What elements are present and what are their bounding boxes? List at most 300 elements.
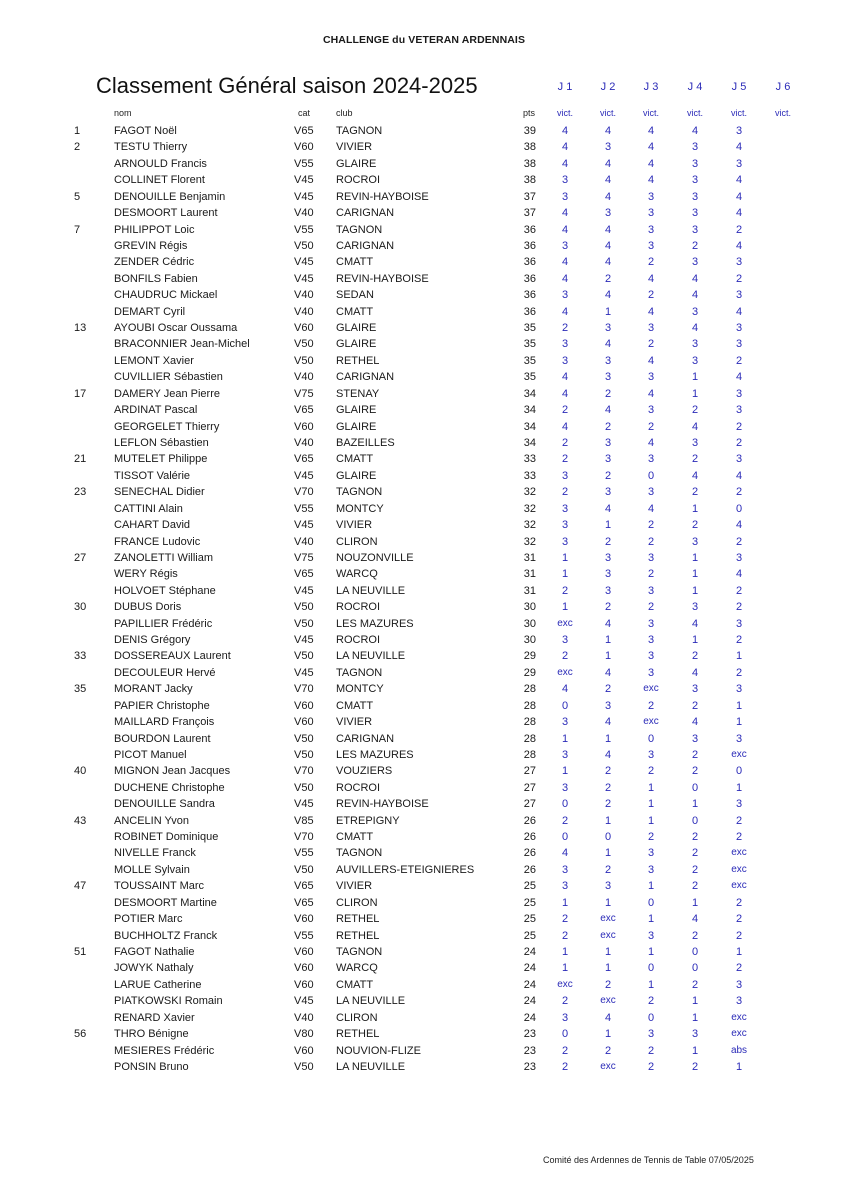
name-cell: CATTINI Alain (114, 502, 183, 515)
victories-j1-cell: 2 (561, 995, 569, 1008)
table-row (0, 1061, 848, 1077)
victories-j2-cell: 3 (604, 322, 612, 335)
table-row (0, 158, 848, 174)
victories-j1-cell: 2 (561, 436, 569, 449)
rank-cell: 35 (74, 683, 87, 696)
victories-j5-cell: exc (731, 880, 747, 892)
victories-j4-cell: 3 (691, 354, 699, 367)
table-row (0, 864, 848, 880)
victories-j3-cell: 2 (647, 289, 655, 302)
name-cell: ROBINET Dominique (114, 831, 219, 844)
category-cell: V60 (294, 913, 314, 926)
victories-j5-cell: 4 (735, 174, 743, 187)
table-row (0, 930, 848, 946)
victories-j1-cell: 2 (561, 404, 569, 417)
victories-j3-cell: 3 (647, 223, 655, 236)
category-cell: V50 (294, 338, 314, 351)
victories-j3-cell: 3 (647, 650, 655, 663)
victories-j3-cell: 3 (647, 190, 655, 203)
victories-j3-cell: 1 (647, 781, 655, 794)
victories-j3-cell: 4 (647, 305, 655, 318)
table-row (0, 191, 848, 207)
category-cell: V65 (294, 880, 314, 893)
table-row (0, 552, 848, 568)
victories-j4-cell: 1 (691, 798, 699, 811)
club-cell: ETREPIGNY (336, 814, 400, 827)
victories-j1-cell: 3 (561, 469, 569, 482)
victories-j1-cell: 3 (561, 174, 569, 187)
victories-j1-cell: exc (557, 617, 573, 629)
name-cell: FRANCE Ludovic (114, 535, 201, 548)
category-cell: V50 (294, 354, 314, 367)
category-cell: V70 (294, 486, 314, 499)
victories-j5-cell: 4 (735, 519, 743, 532)
victories-j2-cell: 1 (604, 814, 612, 827)
club-cell: LA NEUVILLE (336, 650, 406, 663)
points-cell: 35 (523, 371, 536, 384)
name-cell: JOWYK Nathaly (114, 962, 194, 975)
victories-j1-cell: 4 (561, 305, 569, 318)
table-row (0, 618, 848, 634)
victories-j5-cell: 3 (735, 798, 743, 811)
points-cell: 26 (523, 847, 536, 860)
club-cell: TAGNON (336, 223, 383, 236)
club-cell: ROCROI (336, 601, 380, 614)
table-row (0, 174, 848, 190)
table-row (0, 503, 848, 519)
victories-j2-cell: 2 (604, 1044, 612, 1057)
victories-j5-cell: 3 (735, 256, 743, 269)
victories-j5-cell: 3 (735, 683, 743, 696)
points-cell: 34 (523, 387, 536, 400)
victories-j3-cell: 3 (647, 929, 655, 942)
table-row (0, 404, 848, 420)
victories-j2-cell: 2 (604, 272, 612, 285)
rank-cell: 23 (74, 486, 87, 499)
victories-j2-cell: 4 (604, 338, 612, 351)
victories-j3-cell: 4 (647, 387, 655, 400)
victories-j5-cell: 4 (735, 469, 743, 482)
category-cell: V50 (294, 732, 314, 745)
points-cell: 34 (523, 404, 536, 417)
victories-j1-cell: 2 (561, 814, 569, 827)
top-title: CHALLENGE du VETERAN ARDENNAIS (322, 34, 526, 46)
category-cell: V45 (294, 272, 314, 285)
club-cell: ROCROI (336, 634, 380, 647)
victories-j3-cell: 1 (647, 913, 655, 926)
points-cell: 34 (523, 436, 536, 449)
victories-j5-cell: 3 (735, 157, 743, 170)
points-cell: 25 (523, 880, 536, 893)
victories-j1-cell: 3 (561, 863, 569, 876)
victories-j3-cell: 2 (647, 765, 655, 778)
victories-j4-cell: 3 (691, 683, 699, 696)
points-cell: 36 (523, 289, 536, 302)
victories-j5-cell: 2 (735, 831, 743, 844)
victories-j2-cell: 2 (604, 798, 612, 811)
victories-j2-cell: 4 (604, 190, 612, 203)
rank-cell: 21 (74, 453, 87, 466)
name-cell: FAGOT Noël (114, 125, 177, 137)
victories-j4-cell: 1 (691, 387, 699, 400)
round-header-j5: J 5 (731, 81, 747, 93)
club-cell: AUVILLERS-ETEIGNIERES (336, 863, 475, 876)
points-cell: 38 (523, 157, 536, 170)
victories-j3-cell: 3 (647, 453, 655, 466)
table-row (0, 650, 848, 666)
victories-j4-cell: 1 (691, 995, 699, 1008)
club-cell: ROCROI (336, 174, 380, 187)
name-cell: CUVILLIER Sébastien (114, 371, 223, 384)
victories-j5-cell: 1 (735, 650, 743, 663)
points-cell: 26 (523, 831, 536, 844)
victories-j2-cell: 1 (604, 305, 612, 318)
victories-j4-cell: 3 (691, 732, 699, 745)
rank-cell: 33 (74, 650, 87, 663)
victories-j4-cell: 2 (691, 650, 699, 663)
victories-j1-cell: 3 (561, 880, 569, 893)
column-header-vict-j1: vict. (556, 108, 573, 118)
points-cell: 26 (523, 814, 536, 827)
victories-j2-cell: exc (600, 929, 616, 941)
table-row (0, 338, 848, 354)
points-cell: 35 (523, 354, 536, 367)
points-cell: 36 (523, 239, 536, 252)
category-cell: V50 (294, 239, 314, 252)
victories-j4-cell: 2 (691, 929, 699, 942)
victories-j3-cell: 4 (647, 141, 655, 154)
club-cell: CARIGNAN (336, 371, 395, 384)
victories-j3-cell: 0 (647, 469, 655, 482)
name-cell: DEMART Cyril (114, 305, 186, 318)
name-cell: DESMOORT Martine (114, 896, 217, 909)
victories-j2-cell: 1 (604, 847, 612, 860)
victories-j5-cell: 2 (735, 634, 743, 647)
club-cell: REVIN-HAYBOISE (336, 190, 429, 203)
name-cell: POTIER Marc (114, 913, 183, 926)
name-cell: ARDINAT Pascal (114, 404, 198, 417)
victories-j4-cell: 4 (691, 666, 699, 679)
victories-j3-cell: 1 (647, 880, 655, 893)
victories-j2-cell: 2 (604, 601, 612, 614)
victories-j1-cell: 2 (561, 584, 569, 597)
victories-j5-cell: exc (731, 863, 747, 875)
victories-j4-cell: 1 (691, 584, 699, 597)
victories-j2-cell: 1 (604, 962, 612, 975)
club-cell: CMATT (336, 256, 374, 269)
name-cell: CHAUDRUC Mickael (114, 289, 218, 302)
points-cell: 36 (523, 223, 536, 236)
club-cell: STENAY (336, 387, 380, 400)
category-cell: V50 (294, 617, 314, 630)
column-header-vict-j5: vict. (730, 108, 747, 118)
points-cell: 35 (523, 322, 536, 335)
category-cell: V60 (294, 962, 314, 975)
name-cell: DUCHENE Christophe (114, 781, 225, 794)
victories-j1-cell: 1 (561, 732, 569, 745)
name-cell: DAMERY Jean Pierre (114, 387, 220, 400)
victories-j1-cell: 1 (561, 896, 569, 909)
points-cell: 24 (523, 962, 536, 975)
table-row (0, 962, 848, 978)
name-cell: LARUE Catherine (114, 978, 202, 991)
table-row (0, 1028, 848, 1044)
victories-j2-cell: 3 (604, 568, 612, 581)
victories-j2-cell: 4 (604, 716, 612, 729)
points-cell: 25 (523, 913, 536, 926)
victories-j2-cell: 4 (604, 256, 612, 269)
table-row (0, 371, 848, 387)
victories-j1-cell: 1 (561, 962, 569, 975)
category-cell: V40 (294, 1011, 314, 1024)
victories-j3-cell: 3 (647, 1028, 655, 1041)
victories-j4-cell: 0 (691, 814, 699, 827)
points-cell: 31 (523, 568, 536, 581)
name-cell: DUBUS Doris (114, 601, 182, 614)
table-row (0, 437, 848, 453)
club-cell: NOUZONVILLE (336, 551, 414, 564)
table-row (0, 979, 848, 995)
name-cell: GEORGELET Thierry (114, 420, 220, 433)
club-cell: CARIGNAN (336, 732, 395, 745)
club-cell: WARCQ (336, 962, 378, 975)
victories-j3-cell: 3 (647, 634, 655, 647)
victories-j4-cell: 2 (691, 831, 699, 844)
victories-j5-cell: 3 (735, 551, 743, 564)
victories-j1-cell: 3 (561, 190, 569, 203)
table-row (0, 880, 848, 896)
victories-j5-cell: 3 (735, 453, 743, 466)
victories-j5-cell: 3 (735, 289, 743, 302)
column-header-vict-j4: vict. (686, 108, 703, 118)
club-cell: CMATT (336, 699, 374, 712)
victories-j4-cell: 4 (691, 716, 699, 729)
victories-j3-cell: 1 (647, 978, 655, 991)
victories-j2-cell: 4 (604, 502, 612, 515)
name-cell: PHILIPPOT Loic (114, 223, 195, 236)
victories-j4-cell: 2 (691, 486, 699, 499)
name-cell: HOLVOET Stéphane (114, 584, 216, 597)
victories-j5-cell: 2 (735, 913, 743, 926)
victories-j4-cell: 2 (691, 699, 699, 712)
victories-j3-cell: exc (643, 683, 659, 695)
victories-j3-cell: 3 (647, 748, 655, 761)
victories-j4-cell: 1 (691, 1044, 699, 1057)
name-cell: SENECHAL Didier (114, 486, 205, 499)
points-cell: 30 (523, 617, 536, 630)
column-header-vict-j6: vict. (774, 108, 791, 118)
category-cell: V85 (294, 814, 314, 827)
category-cell: V70 (294, 765, 314, 778)
rank-cell: 17 (74, 387, 87, 400)
rank-cell: 47 (74, 880, 87, 893)
name-cell: PAPILLIER Frédéric (114, 617, 213, 630)
points-cell: 31 (523, 551, 536, 564)
victories-j4-cell: 3 (691, 256, 699, 269)
victories-j5-cell: 3 (735, 978, 743, 991)
victories-j3-cell: 2 (647, 1060, 655, 1073)
club-cell: BAZEILLES (336, 436, 395, 449)
name-cell: COLLINET Florent (114, 174, 205, 187)
category-cell: V45 (294, 469, 314, 482)
victories-j2-cell: 4 (604, 289, 612, 302)
victories-j1-cell: 2 (561, 486, 569, 499)
round-header-j6: J 6 (775, 81, 791, 93)
points-cell: 29 (523, 666, 536, 679)
victories-j2-cell: 4 (604, 125, 612, 137)
victories-j3-cell: 2 (647, 256, 655, 269)
victories-j4-cell: 1 (691, 568, 699, 581)
victories-j2-cell: 3 (604, 699, 612, 712)
club-cell: VIVIER (336, 141, 373, 154)
club-cell: WARCQ (336, 568, 378, 581)
name-cell: MAILLARD François (114, 716, 215, 729)
column-header-nom: nom (114, 108, 132, 118)
table-row (0, 847, 848, 863)
name-cell: DENOUILLE Sandra (114, 798, 215, 811)
victories-j5-cell: exc (731, 1011, 747, 1023)
category-cell: V65 (294, 896, 314, 909)
victories-j5-cell: 2 (735, 486, 743, 499)
round-header-j2: J 2 (600, 81, 616, 93)
table-row (0, 634, 848, 650)
points-cell: 24 (523, 995, 536, 1008)
victories-j5-cell: 0 (735, 765, 743, 778)
rank-cell: 43 (74, 814, 87, 827)
club-cell: CMATT (336, 305, 374, 318)
table-row (0, 683, 848, 699)
victories-j2-cell: 2 (604, 978, 612, 991)
victories-j3-cell: 0 (647, 1011, 655, 1024)
name-cell: LEMONT Xavier (114, 354, 194, 367)
victories-j3-cell: 4 (647, 174, 655, 187)
category-cell: V45 (294, 174, 314, 187)
victories-j3-cell: 3 (647, 666, 655, 679)
table-row (0, 224, 848, 240)
victories-j5-cell: exc (731, 847, 747, 859)
victories-j1-cell: 2 (561, 322, 569, 335)
points-cell: 27 (523, 798, 536, 811)
victories-j3-cell: 2 (647, 831, 655, 844)
victories-j5-cell: 2 (735, 272, 743, 285)
rank-cell: 7 (74, 223, 81, 236)
name-cell: DENIS Grégory (114, 634, 191, 647)
table-row (0, 897, 848, 913)
club-cell: CLIRON (336, 896, 378, 909)
club-cell: CARIGNAN (336, 207, 395, 220)
victories-j2-cell: 3 (604, 371, 612, 384)
points-cell: 28 (523, 699, 536, 712)
category-cell: V50 (294, 601, 314, 614)
points-cell: 25 (523, 929, 536, 942)
category-cell: V50 (294, 781, 314, 794)
victories-j1-cell: 3 (561, 338, 569, 351)
category-cell: V60 (294, 946, 314, 958)
category-cell: V60 (294, 978, 314, 991)
victories-j4-cell: 2 (691, 880, 699, 893)
victories-j2-cell: 1 (604, 732, 612, 745)
category-cell: V60 (294, 322, 314, 335)
points-cell: 28 (523, 732, 536, 745)
table-row (0, 125, 848, 141)
victories-j3-cell: 2 (647, 535, 655, 548)
club-cell: RETHEL (336, 1028, 380, 1041)
victories-j1-cell: 4 (561, 223, 569, 236)
category-cell: V60 (294, 1044, 314, 1057)
victories-j2-cell: 3 (604, 584, 612, 597)
category-cell: V60 (294, 141, 314, 154)
name-cell: DESMOORT Laurent (114, 207, 218, 220)
victories-j1-cell: 3 (561, 1011, 569, 1024)
victories-j4-cell: 2 (691, 239, 699, 252)
table-row (0, 716, 848, 732)
name-cell: ANCELIN Yvon (114, 814, 190, 827)
victories-j2-cell: 2 (604, 781, 612, 794)
rank-cell: 13 (74, 322, 87, 335)
table-row (0, 1012, 848, 1028)
victories-j1-cell: 4 (561, 420, 569, 433)
victories-j3-cell: 1 (647, 798, 655, 811)
victories-j5-cell: 1 (735, 946, 743, 958)
victories-j2-cell: 2 (604, 469, 612, 482)
name-cell: WERY Régis (114, 568, 178, 581)
victories-j3-cell: 3 (647, 207, 655, 220)
category-cell: V70 (294, 683, 314, 696)
victories-j5-cell: 4 (735, 568, 743, 581)
column-header-cat: cat (298, 108, 311, 118)
club-cell: LES MAZURES (336, 617, 414, 630)
victories-j1-cell: 4 (561, 272, 569, 285)
club-cell: GLAIRE (336, 469, 377, 482)
table-row (0, 667, 848, 683)
victories-j3-cell: 3 (647, 371, 655, 384)
table-row (0, 421, 848, 437)
category-cell: V45 (294, 798, 314, 811)
victories-j2-cell: 1 (604, 650, 612, 663)
points-cell: 24 (523, 946, 536, 958)
victories-j1-cell: 3 (561, 535, 569, 548)
table-row (0, 536, 848, 552)
club-cell: SEDAN (336, 289, 374, 302)
club-cell: CMATT (336, 978, 374, 991)
victories-j5-cell: 2 (735, 420, 743, 433)
victories-j3-cell: 3 (647, 322, 655, 335)
victories-j3-cell: 2 (647, 519, 655, 532)
victories-j5-cell: exc (731, 1028, 747, 1040)
category-cell: V65 (294, 125, 314, 137)
victories-j1-cell: 0 (561, 798, 569, 811)
name-cell: RENARD Xavier (114, 1011, 195, 1024)
points-cell: 38 (523, 174, 536, 187)
victories-j4-cell: 2 (691, 519, 699, 532)
victories-j3-cell: 0 (647, 732, 655, 745)
victories-j3-cell: 3 (647, 239, 655, 252)
victories-j1-cell: 4 (561, 141, 569, 154)
victories-j5-cell: 2 (735, 584, 743, 597)
round-header-j3: J 3 (643, 81, 659, 93)
club-cell: CMATT (336, 453, 374, 466)
table-row (0, 388, 848, 404)
victories-j3-cell: 4 (647, 436, 655, 449)
club-cell: RETHEL (336, 354, 380, 367)
club-cell: TAGNON (336, 946, 383, 958)
points-cell: 25 (523, 896, 536, 909)
name-cell: BONFILS Fabien (114, 272, 198, 285)
victories-j2-cell: 4 (604, 239, 612, 252)
victories-j2-cell: 1 (604, 1028, 612, 1041)
table-row (0, 585, 848, 601)
table-row (0, 1045, 848, 1061)
